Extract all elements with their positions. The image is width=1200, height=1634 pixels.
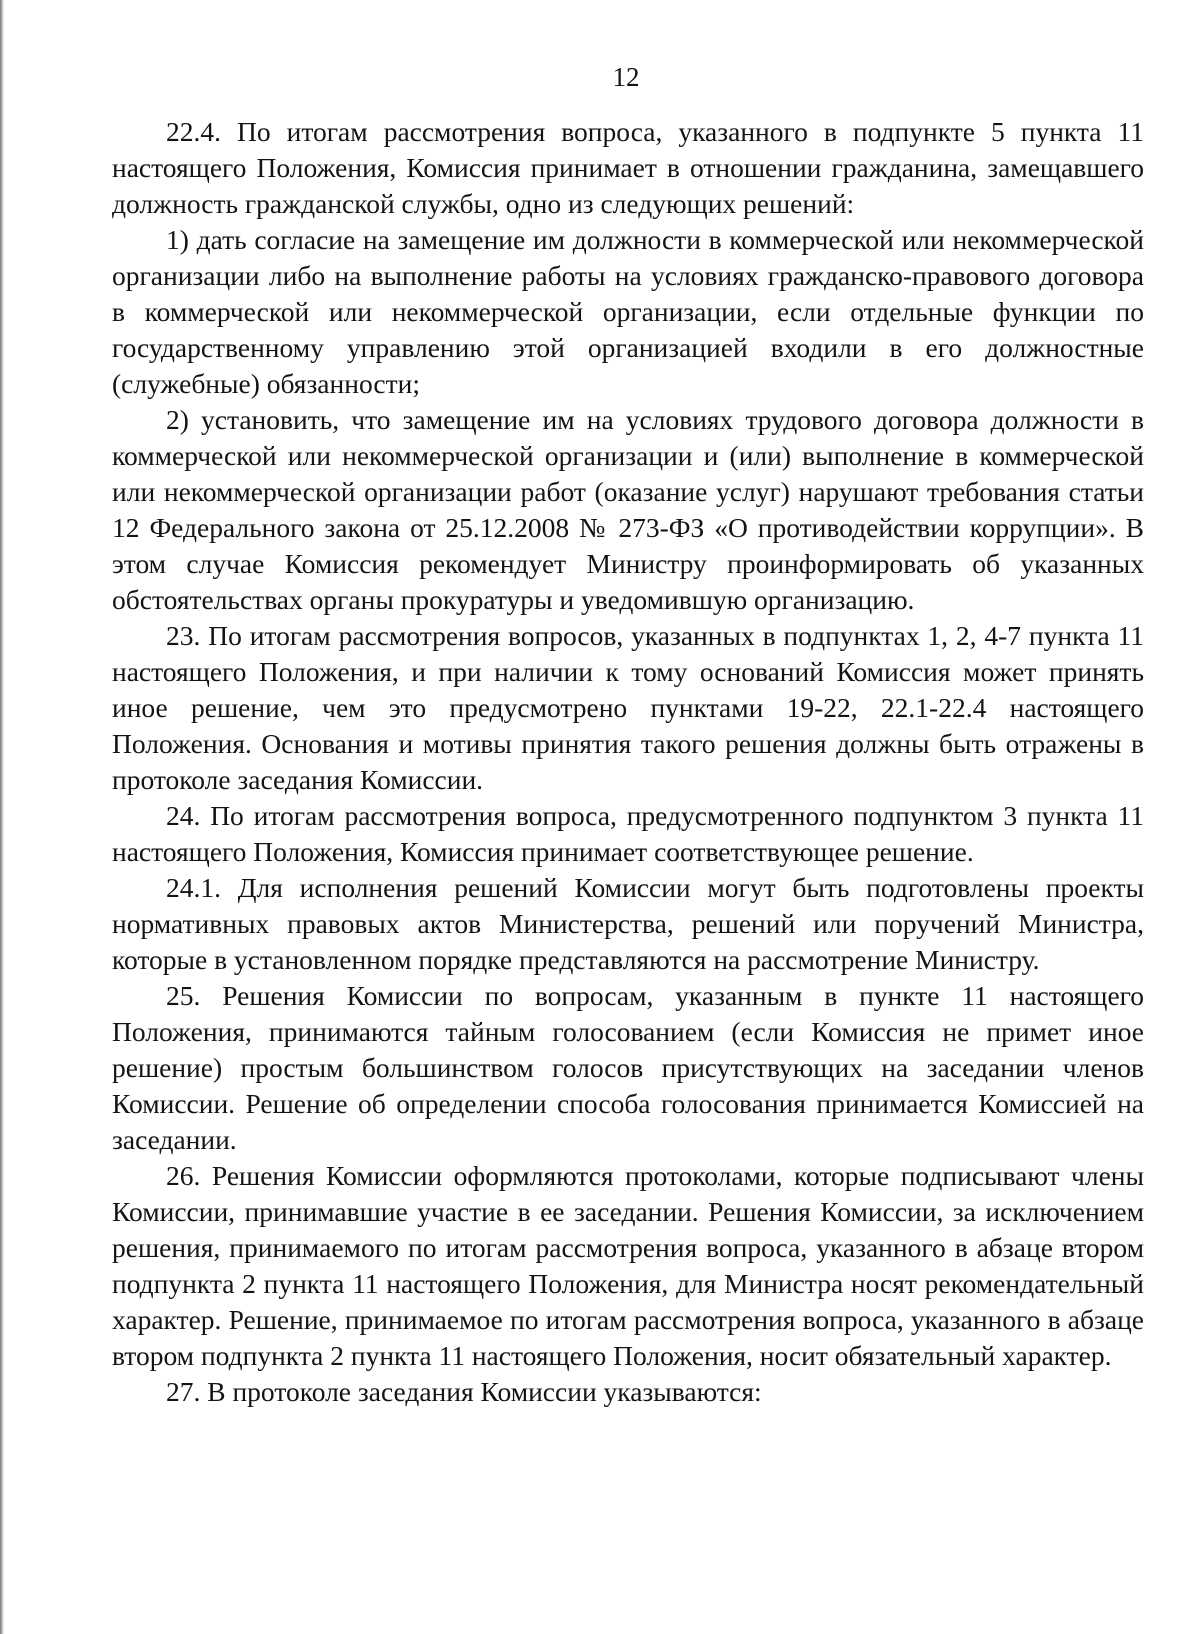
paragraph-27: 27. В протоколе заседания Комиссии указываются: [166,1376,762,1407]
paragraph-22-4-item-1: 1) дать согласие на замещение им должности в коммерческой или некоммерческой организации либо на выполнение работы на условиях гражданско-правового договора в коммерческой или некоммерческой организации, если отдельные функции по государственному управлению этой организацией входили в его должностные (служебные) обязанности; [112,224,1144,399]
paragraph-24: 24. По итогам рассмотрения вопроса, предусмотренного подпунктом 3 пункта 11 настоящего Положения, Комиссия принимает соответствующее решение. [112,800,1144,867]
paragraph-24-1: 24.1. Для исполнения решений Комиссии могут быть подготовлены проекты нормативных правовых актов Министерства, решений или поручений Министра, которые в установленном порядке представляются на рассмотрение Министру. [112,872,1144,975]
paragraph-26: 26. Решения Комиссии оформляются протоколами, которые подписывают члены Комиссии, принимавшие участие в ее заседании. Решения Комиссии, за исключением решения, принимаемого по итогам рассмотрения вопроса, указанного в абзаце втором подпункта 2 пункта 11 настоящего Положения, для Министра носят рекомендательный характер. Решение, принимаемое по итогам рассмотрения вопроса, указанного в абзаце втором подпункта 2 пункта 11 настоящего Положения, носит обязательный характер. [112,1160,1144,1371]
paragraph-22-4-item-2: 2) установить, что замещение им на условиях трудового договора должности в коммерческой или некоммерческой организации и (или) выполнение в коммерческой или некоммерческой организации работ (оказание услуг) нарушают требования статьи 12 Федерального закона от 25.12.2008 № 273-ФЗ «О противодействии коррупции». В этом случае Комиссия рекомендует Министру проинформировать об указанных обстоятельствах органы прокуратуры и уведомившую организацию. [112,404,1144,615]
paragraph-25: 25. Решения Комиссии по вопросам, указанным в пункте 11 настоящего Положения, принимаются тайным голосованием (если Комиссия не примет иное решение) простым большинством голосов присутствующих на заседании членов Комиссии. Решение об определении способа голосования принимается Комиссией на заседании. [112,980,1144,1155]
paragraph-22-4: 22.4. По итогам рассмотрения вопроса, указанного в подпункте 5 пункта 11 настоящего Положения, Комиссия принимает в отношении гражданина, замещавшего должность гражданской службы, одно из следующих решений: [112,116,1144,219]
document-body [112,114,1144,1410]
page-number: 12 [612,62,640,92]
scan-left-edge [0,0,4,1634]
paragraph-23: 23. По итогам рассмотрения вопросов, указанных в подпунктах 1, 2, 4-7 пункта 11 настоящего Положения, и при наличии к тому оснований Комиссия может принять иное решение, чем это предусмотрено пунктами 19-22, 22.1-22.4 настоящего Положения. Основания и мотивы принятия такого решения должны быть отражены в протоколе заседания Комиссии. [112,620,1144,795]
